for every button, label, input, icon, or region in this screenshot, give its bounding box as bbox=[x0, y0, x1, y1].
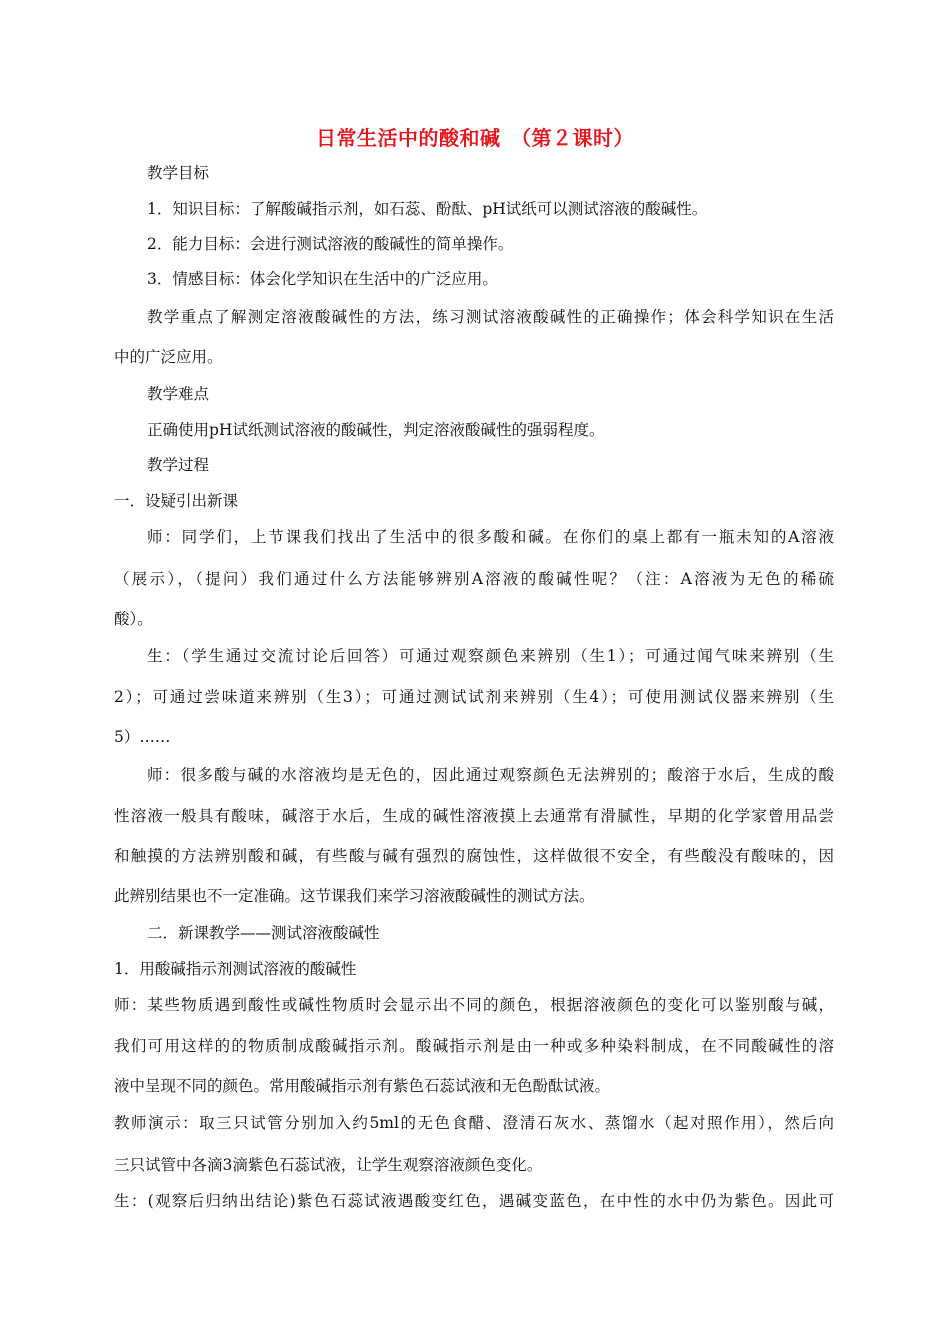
paragraph-line: 生：(观察后归纳出结论)紫色石蕊试液遇酸变红色，遇碱变蓝色，在中性的水中仍为紫色。因此可 bbox=[114, 1192, 834, 1210]
paragraph-line: 正确使用pH试纸测试溶液的酸碱性，判定溶液酸碱性的强弱程度。 bbox=[147, 421, 605, 439]
paragraph-line: 1．知识目标：了解酸碱指示剂，如石蕊、酚酞、pH试纸可以测试溶液的酸碱性。 bbox=[147, 200, 708, 218]
paragraph-line: 教师演示：取三只试管分别加入约5ml的无色食醋、澄清石灰水、蒸馏水（起对照作用），然后向 bbox=[114, 1114, 834, 1132]
paragraph-line: 中的广泛应用。 bbox=[114, 348, 223, 366]
paragraph-line: 师：很多酸与碱的水溶液均是无色的，因此通过观察颜色无法辨别的；酸溶于水后，生成的酸 bbox=[147, 766, 834, 784]
heading-objectives: 教学目标 bbox=[147, 164, 210, 182]
paragraph-line: 此辨别结果也不一定准确。这节课我们来学习溶液酸碱性的测试方法。 bbox=[114, 887, 595, 905]
paragraph-line: 5）…… bbox=[114, 728, 171, 746]
paragraph-line: 我们可用这样的的物质制成酸碱指示剂。酸碱指示剂是由一种或多种染料制成，在不同酸碱性的溶 bbox=[114, 1037, 834, 1055]
paragraph-line: 3．情感目标：体会化学知识在生活中的广泛应用。 bbox=[147, 270, 498, 288]
paragraph-line: （展示），（提问）我们通过什么方法能够辨别A溶液的酸碱性呢？（注：A溶液为无色的稀硫 bbox=[114, 570, 834, 588]
section-heading: 一．设疑引出新课 bbox=[114, 492, 239, 510]
paragraph-line: 三只试管中各滴3滴紫色石蕊试液，让学生观察溶液颜色变化。 bbox=[114, 1156, 543, 1174]
paragraph-line: 师：同学们，上节课我们找出了生活中的很多酸和碱。在你们的桌上都有一瓶未知的A溶液 bbox=[147, 528, 834, 546]
paragraph-line: 2．能力目标：会进行测试溶液的酸碱性的简单操作。 bbox=[147, 235, 514, 253]
paragraph-line: 生：（学生通过交流讨论后回答）可通过观察颜色来辨别（生1）；可通过闻气味来辨别（生 bbox=[147, 647, 834, 665]
heading-difficulty: 教学难点 bbox=[147, 385, 210, 403]
subsection-heading: 1．用酸碱指示剂测试溶液的酸碱性 bbox=[114, 960, 357, 978]
section-heading: 二．新课教学——测试溶液酸碱性 bbox=[147, 924, 380, 942]
paragraph-line: 师：某些物质遇到酸性或碱性物质时会显示出不同的颜色，根据溶液颜色的变化可以鉴别酸与碱， bbox=[114, 996, 834, 1014]
document-title: 日常生活中的酸和碱 （第２课时） bbox=[316, 126, 634, 150]
paragraph-line: 性溶液一般具有酸味，碱溶于水后，生成的碱性溶液摸上去通常有滑腻性，早期的化学家曾用品尝 bbox=[114, 807, 834, 825]
paragraph-line: 教学重点了解测定溶液酸碱性的方法，练习测试溶液酸碱性的正确操作；体会科学知识在生活 bbox=[147, 308, 834, 326]
paragraph-line: 酸）。 bbox=[114, 610, 153, 628]
paragraph-line: 和触摸的方法辨别酸和碱，有些酸与碱有强烈的腐蚀性，这样做很不安全，有些酸没有酸味的，因 bbox=[114, 847, 834, 865]
heading-process: 教学过程 bbox=[147, 456, 210, 474]
paragraph-line: 2）；可通过尝味道来辨别（生3）；可通过测试试剂来辨别（生4）；可使用测试仪器来辨别（生 bbox=[114, 688, 834, 706]
paragraph-line: 液中呈现不同的颜色。常用酸碱指示剂有紫色石蕊试液和无色酚酞试液。 bbox=[114, 1077, 611, 1095]
